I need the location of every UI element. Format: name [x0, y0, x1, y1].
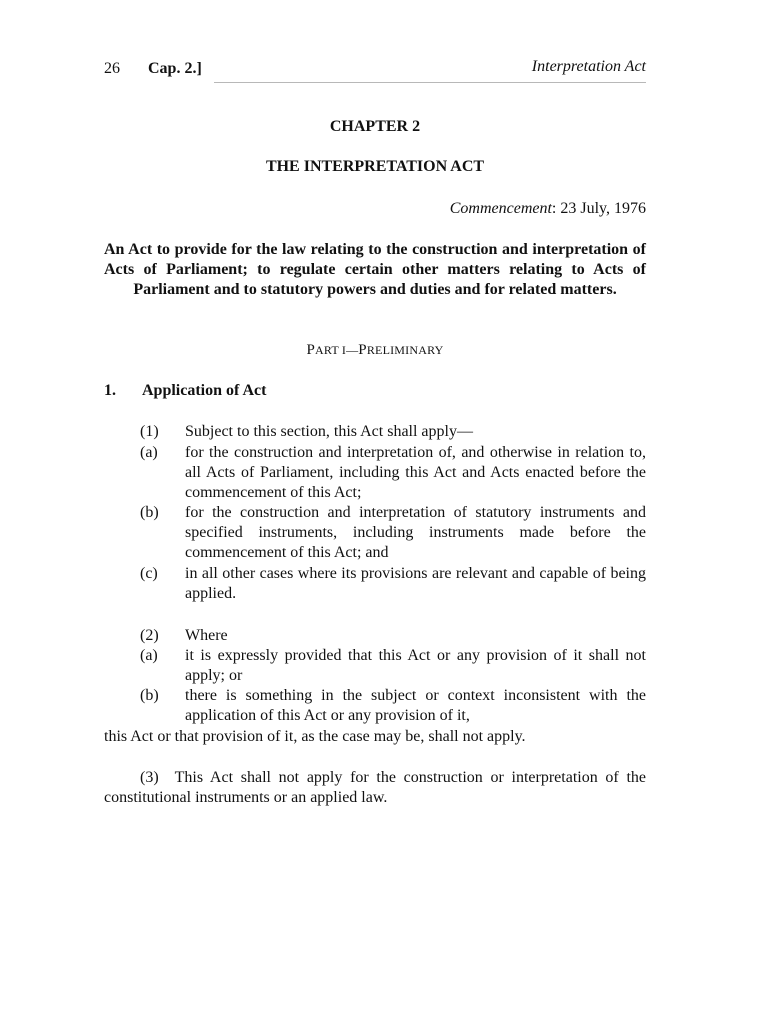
paragraph-text: for the construction and interpretation of, and otherwise in relation to, all Acts of Parliament, including this Act and Acts enacted before the commencement of this Act; — [185, 444, 646, 501]
commencement-date: : 23 July, 1976 — [551, 200, 646, 217]
long-title: An Act to provide for the law relating to the construction and interpretation of Acts of Parliament; to regulate certain other matters relating to Acts of Parliament and to statutory powers and duties and for related matters. — [104, 241, 646, 298]
part-heading-text-4: RELIMINARY — [366, 343, 444, 357]
part-heading-text-3: P — [358, 342, 367, 358]
commencement — [104, 200, 646, 218]
subsection-2-closing: this Act or that provision of it, as the case may be, shall not apply. — [104, 728, 526, 745]
paragraph-label: (a) — [140, 444, 158, 461]
section-number: 1. — [104, 382, 116, 399]
subsection-text: Subject to this section, this Act shall apply— — [185, 423, 473, 440]
paragraph-label: (b) — [140, 687, 159, 704]
chapter-heading: CHAPTER 2 — [329, 118, 421, 135]
subsection-text: Where — [185, 627, 228, 644]
header-rule — [214, 82, 646, 83]
part-heading-text-2: ART I— — [315, 343, 359, 357]
part-heading-text-1: P — [306, 342, 316, 358]
running-title: Interpretation Act — [531, 58, 646, 75]
subsection-label: (1) — [140, 423, 159, 440]
chapter-reference: Cap. 2.] — [148, 60, 202, 77]
page-number: 26 — [104, 60, 120, 77]
subsection-label: (2) — [140, 627, 159, 644]
section-title: Application of Act — [142, 382, 267, 399]
paragraph-label: (b) — [140, 504, 159, 521]
paragraph-text: in all other cases where its provisions are relevant and capable of being applied. — [185, 565, 646, 602]
page-header — [104, 58, 646, 84]
part-heading — [104, 342, 646, 359]
subsection-3: (3) This Act shall not apply for the construction or interpretation of the constitutional instruments or an applied law. — [104, 769, 646, 806]
paragraph-text: there is something in the subject or context inconsistent with the application of this Act or any provision of it, — [185, 687, 646, 724]
commencement-label: Commencement — [449, 200, 552, 217]
paragraph-label: (a) — [140, 647, 158, 664]
act-title: THE INTERPRETATION ACT — [265, 158, 485, 175]
paragraph-label: (c) — [140, 565, 158, 582]
paragraph-text: it is expressly provided that this Act or any provision of it shall not apply; or — [185, 647, 646, 684]
paragraph-text: for the construction and interpretation of statutory instruments and specified instruments, including instruments made before the commencement of this Act; and — [185, 504, 646, 561]
